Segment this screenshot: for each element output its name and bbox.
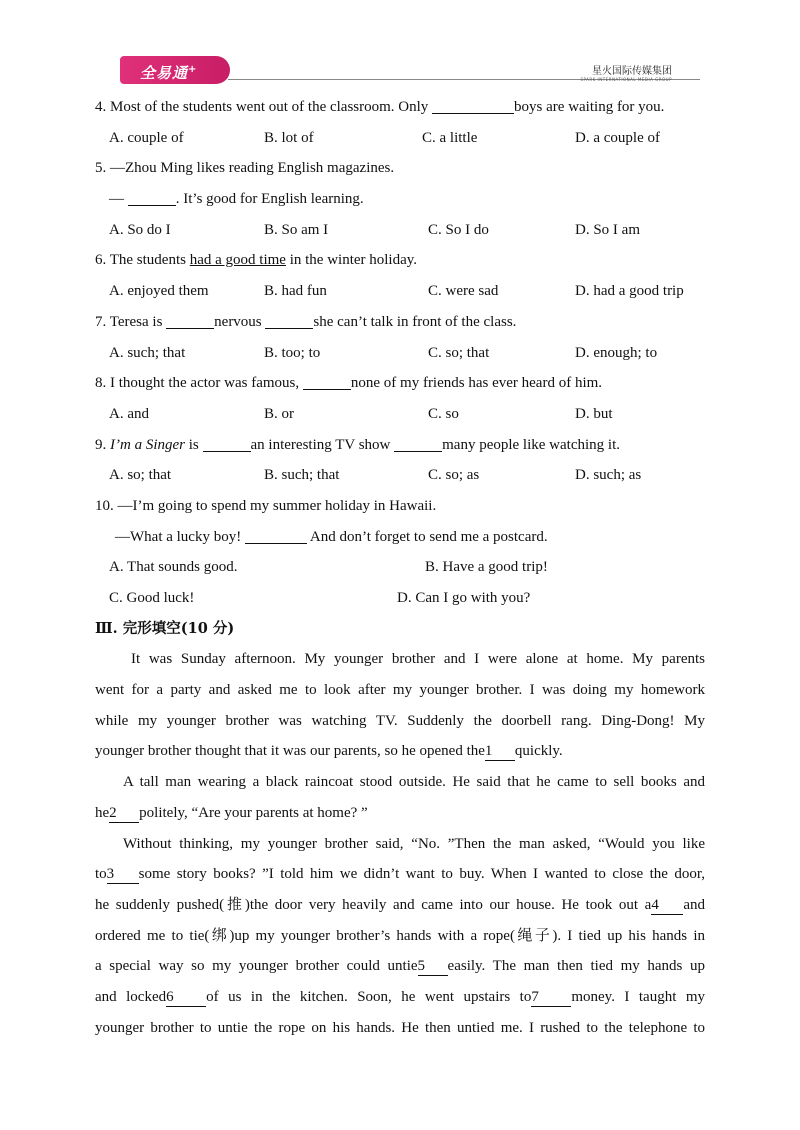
answer-option: B. too; to [264,344,321,361]
answer-option: A. such; that [109,344,186,361]
brand-logo [120,56,230,84]
text-segment: —What a lucky boy! [115,528,245,545]
answer-blank [203,435,251,452]
text-segment: went for a party and asked me to look after my younger brother. I was doing my homework [95,682,705,699]
text-segment: to [95,866,107,883]
answer-option: C. so; that [428,344,490,361]
answer-option: D. So I am [575,221,640,238]
text-segment: 5. —Zhou Ming likes reading English magazines. [95,160,395,177]
answer-option: D. such; as [575,467,642,484]
blank-1: 1 [485,742,515,761]
question-9-options [95,460,705,491]
text-segment: he [95,804,110,821]
answer-option: A. That sounds good. [109,559,238,576]
cloze-passage [95,644,705,1043]
text-segment: easily. The man then tied my hands up [447,958,705,975]
blank-7: 7 [531,988,571,1007]
answer-option: C. so [428,405,459,422]
question-5-options [95,215,705,246]
text-segment: younger brother to untie the rope on his hands. He then untied me. I rushed to the telephone to [95,1019,705,1036]
answer-option: B. such; that [264,467,340,484]
blank-6: 6 [166,988,206,1007]
text-segment: It was Sunday afternoon. My younger brother and I were alone at home. My parents [131,651,705,668]
text-segment: 8. I thought the actor was famous, [95,375,303,392]
answer-option: D. a couple of [575,129,660,146]
answer-option: C. a little [422,129,478,146]
worksheet-content [95,92,705,1043]
text-segment: nervous [214,313,266,330]
text-segment: Without thinking, my younger brother said, “No. ”Then the man asked, “Would you like [123,835,705,852]
question-6-options [95,276,705,307]
answer-option: A. So do I [109,221,171,238]
answer-blank [303,373,351,390]
blank-4: 4 [651,896,683,915]
text-segment: in the winter holiday. [285,252,418,269]
text-segment: . It’s good for English learning. [175,191,364,208]
text-segment: 6. The students [95,252,190,269]
answer-option: D. but [575,405,613,422]
text-segment: And don’t forget to send me a postcard. [306,528,548,545]
text-segment: younger brother thought that it was our parents, so he opened the [95,743,485,760]
text-segment: an interesting TV show [250,436,395,453]
question-4-options [95,123,705,154]
answer-option: A. enjoyed them [109,283,209,300]
blank-5: 5 [418,957,448,976]
question-5-reply [95,184,705,215]
answer-option: C. so; as [428,467,480,484]
answer-option: D. enough; to [575,344,658,361]
text-segment: he suddenly pushed(推)the door very heavily and came into our house. He took out a [95,896,652,913]
answer-blank [166,312,214,329]
text-segment: 9. [95,436,110,453]
text-segment: many people like watching it. [442,436,620,453]
question-4 [95,92,705,123]
question-5 [95,153,705,184]
question-10-options-row-1 [95,552,705,583]
answer-blank [245,527,307,544]
publisher-name [580,62,672,82]
text-segment: a special way so my younger brother could untie [95,958,418,975]
page-header [0,0,800,90]
answer-option: C. Good luck! [109,590,195,606]
text-segment: some story books? ”I told him we didn’t want to buy. When I wanted to close the door, [138,866,705,883]
answer-option: B. Have a good trip! [425,559,548,576]
answer-blank [265,312,313,329]
question-10-options-row-2 [95,583,705,614]
text-segment: — [109,191,128,208]
text-segment: I’m a Singer [110,436,185,453]
answer-option: A. and [109,405,149,422]
answer-option: D. had a good trip [575,283,684,300]
section-title: Ⅲ. 完形填空(10 分) [95,619,235,637]
question-7-options [95,338,705,369]
answer-blank [432,97,514,114]
question-8-options [95,399,705,430]
answer-option: C. were sad [428,283,499,300]
text-segment: while my younger brother was watching TV. Suddenly the doorbell rang. Ding-Dong! My [95,712,705,729]
text-segment: 7. Teresa is [95,313,167,330]
text-segment: money. I taught my [571,988,706,1005]
question-9 [95,430,705,461]
text-segment: of us in the kitchen. Soon, he went upstairs to [206,988,532,1005]
text-segment: had a good time [189,252,286,269]
question-10-reply [95,522,705,553]
blank-2: 2 [109,804,139,823]
answer-option: B. So am I [264,221,329,238]
question-10 [95,491,705,522]
question-8 [95,368,705,399]
text-segment: politely, “Are your parents at home? ” [139,804,368,821]
answer-option: A. couple of [109,129,184,146]
answer-option: C. So I do [428,221,489,238]
text-segment: she can’t talk in front of the class. [313,313,517,330]
text-segment: ordered me to tie(绑)up my younger brother’s hands with a rope(绳子). I tied up his hands in [95,927,705,944]
text-segment: 全易通 [140,64,189,82]
text-segment: and locked [95,988,167,1005]
text-segment: quickly. [514,743,563,760]
text-segment: SPARK INTERNATIONAL MEDIA GROUP [580,77,672,82]
text-segment: + [188,64,198,75]
text-segment: A tall man wearing a black raincoat stood outside. He said that he came to sell books and [123,774,705,791]
answer-option: B. lot of [264,129,314,146]
text-segment: none of my friends has ever heard of him. [350,375,603,392]
text-segment: is [185,436,203,453]
question-7 [95,307,705,338]
text-segment: 星火国际传媒集团 [592,66,672,77]
answer-blank [394,435,442,452]
answer-blank [128,189,176,206]
answer-option: B. had fun [264,283,327,300]
blank-3: 3 [107,865,139,884]
answer-option: D. Can I go with you? [397,590,531,606]
answer-option: B. or [264,405,294,422]
question-6 [95,245,705,276]
text-segment: and [683,896,705,913]
text-segment: boys are waiting for you. [514,99,665,115]
answer-option: A. so; that [109,467,172,484]
text-segment: 4. Most of the students went out of the classroom. Only [95,99,433,115]
text-segment: 10. —I’m going to spend my summer holiday in Hawaii. [95,497,437,514]
